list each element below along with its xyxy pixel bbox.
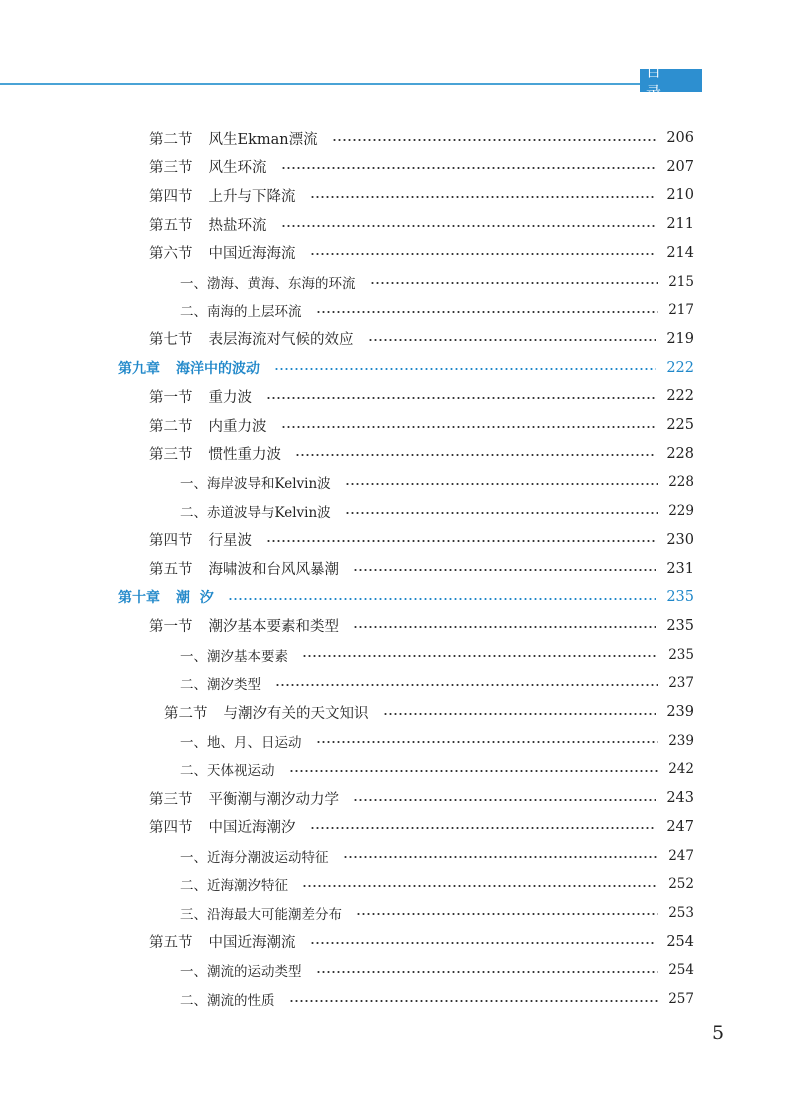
toc-leader-dots	[353, 626, 656, 628]
toc-leader-dots	[345, 512, 659, 514]
toc-entry-title: 天体视运动	[207, 763, 275, 780]
toc-section-entry[interactable]	[149, 156, 694, 178]
toc-entry-title: 风生环流	[208, 160, 267, 177]
toc-leader-dots	[353, 799, 656, 801]
toc-entry-title: 沿海最大可能潮差分布	[207, 906, 342, 923]
toc-entry-number: 二、	[180, 763, 207, 780]
toc-subsection-entry[interactable]	[180, 873, 694, 895]
toc-entry-title: 赤道波导与Kelvin波	[207, 505, 331, 522]
toc-entry-page: 235	[666, 617, 694, 634]
toc-entry-number: 第四节	[149, 533, 193, 550]
toc-entry-page: 210	[666, 187, 694, 204]
toc-entry-title: 潮流的运动类型	[207, 964, 302, 981]
toc-entry-number: 第二节	[149, 131, 193, 148]
toc-entry-title: 潮流的性质	[207, 993, 275, 1009]
toc-entry-title: 地、月、日运动	[207, 734, 302, 751]
toc-entry-page: 254	[668, 962, 694, 979]
toc-entry-number: 一、	[180, 849, 207, 866]
toc-entry-number: 二、	[180, 878, 207, 895]
toc-entry-number: 第三节	[149, 160, 193, 177]
toc-entry-number: 第五节	[149, 562, 193, 578]
toc-entry-page: 237	[668, 675, 694, 692]
toc-entry-title: 近海分潮波运动特征	[207, 849, 329, 866]
toc-entry-number: 第六节	[149, 246, 193, 263]
toc-leader-dots	[281, 167, 657, 169]
toc-leader-dots	[302, 655, 658, 657]
toc-entry-page: 228	[668, 474, 694, 491]
toc-entry-number: 二、	[180, 993, 207, 1009]
toc-entry-page: 247	[668, 847, 694, 864]
toc-entry-title: 与潮汐有关的天文知识	[223, 705, 369, 722]
toc-entry-number: 二、	[180, 677, 207, 694]
toc-entry-title: 近海潮汐特征	[207, 878, 288, 895]
toc-entry-page: 254	[666, 933, 694, 950]
toc-entry-page: 207	[666, 158, 694, 175]
toc-section-entry[interactable]	[149, 414, 694, 436]
toc-leader-dots	[332, 139, 657, 141]
toc-entry-title: 海洋中的波动	[176, 360, 260, 377]
toc-entry-number: 二、	[180, 505, 207, 522]
toc-entry-number: 第五节	[149, 217, 193, 234]
toc-entry-page: 253	[668, 904, 694, 921]
toc-entry-title: 渤海、黄海、东海的环流	[207, 275, 356, 292]
toc-entry-number: 一、	[180, 648, 207, 665]
toc-entry-title: 重力波	[208, 389, 252, 406]
toc-leader-dots	[295, 454, 656, 456]
toc-leader-dots	[228, 598, 657, 600]
toc-section-entry[interactable]	[149, 931, 694, 953]
toc-subsection-entry[interactable]	[180, 271, 694, 293]
toc-section-entry[interactable]	[149, 127, 694, 149]
toc-entry-page: 242	[668, 761, 694, 778]
toc-leader-dots	[310, 253, 657, 255]
toc-entry-number: 第五节	[149, 935, 193, 952]
toc-leader-dots	[345, 483, 659, 485]
toc-entry-title: 表层海流对气候的效应	[208, 332, 354, 349]
toc-leader-dots	[289, 770, 659, 772]
toc-leader-dots	[266, 540, 656, 542]
toc-entry-number: 第四节	[149, 188, 193, 205]
toc-entry-page: 214	[666, 244, 694, 261]
toc-subsection-entry[interactable]	[180, 471, 694, 493]
toc-entry-number: 一、	[180, 964, 207, 981]
toc-entry-title: 南海的上层环流	[207, 304, 302, 321]
toc-entry-page: 239	[668, 732, 694, 749]
page-number: 5	[712, 1022, 725, 1044]
toc-entry-page: 225	[666, 417, 694, 433]
toc-entry-number: 第十章	[118, 590, 160, 607]
toc-entry-page: 257	[668, 991, 694, 1007]
toc-entry-title: 海岸波导和Kelvin波	[207, 476, 331, 493]
toc-subsection-entry[interactable]	[180, 988, 694, 1010]
toc-subsection-entry[interactable]	[180, 299, 694, 321]
toc-section-entry[interactable]	[149, 242, 694, 264]
toc-entry-title: 中国近海海流	[208, 246, 296, 263]
toc-entry-page: 206	[666, 130, 694, 146]
toc-entry-page: 235	[668, 646, 694, 663]
toc-leader-dots	[343, 856, 659, 858]
toc-leader-dots	[316, 311, 659, 313]
toc-entry-number: 三、	[180, 906, 207, 923]
toc-entry-number: 第一节	[149, 619, 193, 636]
toc-leader-dots	[310, 942, 657, 944]
toc-leader-dots	[316, 741, 659, 743]
toc-subsection-entry[interactable]	[180, 758, 694, 780]
toc-entry-page: 230	[666, 531, 694, 548]
toc-section-entry[interactable]	[164, 701, 694, 723]
toc-leader-dots	[353, 569, 656, 571]
toc-entry-page: 222	[666, 359, 694, 376]
toc-entry-page: 219	[666, 330, 694, 347]
toc-entry-page: 231	[666, 560, 694, 577]
toc-subsection-entry[interactable]	[180, 644, 694, 666]
toc-entry-title: 热盐环流	[208, 217, 267, 234]
toc-leader-dots	[266, 397, 656, 399]
toc-section-entry[interactable]	[149, 558, 694, 580]
toc-entry-title: 中国近海潮流	[208, 935, 296, 952]
toc-entry-title: 行星波	[208, 533, 252, 550]
toc-entry-title: 潮汐类型	[207, 677, 261, 694]
toc-entry-number: 第四节	[149, 820, 193, 837]
toc-section-entry[interactable]	[149, 816, 694, 838]
toc-entry-number: 二、	[180, 304, 207, 321]
toc-leader-dots	[289, 1000, 659, 1002]
toc-leader-dots	[310, 827, 657, 829]
toc-section-entry[interactable]	[149, 385, 694, 407]
toc-entry-page: 239	[666, 704, 694, 720]
toc-entry-title: 上升与下降流	[208, 188, 296, 205]
toc-entry-title: 风生Ekman漂流	[208, 131, 318, 148]
toc-leader-dots	[281, 426, 657, 428]
toc-entry-number: 第九章	[118, 360, 160, 377]
header-rule	[0, 83, 640, 85]
toc-entry-page: 243	[666, 790, 694, 807]
toc-subsection-entry[interactable]	[180, 672, 694, 694]
toc-subsection-entry[interactable]	[180, 500, 694, 522]
toc-leader-dots	[356, 913, 658, 915]
toc-section-entry[interactable]	[149, 184, 694, 206]
toc-entry-number: 第二节	[164, 705, 208, 722]
toc-subsection-entry[interactable]	[180, 730, 694, 752]
toc-leader-dots	[370, 282, 659, 284]
toc-entry-page: 217	[668, 302, 694, 319]
toc-leader-dots	[302, 885, 658, 887]
toc-entry-title: 潮汐基本要素	[207, 648, 288, 665]
toc-section-entry[interactable]	[149, 787, 694, 809]
toc-entry-page: 229	[668, 503, 694, 520]
toc-subsection-entry[interactable]	[180, 845, 694, 867]
toc-subsection-entry[interactable]	[180, 902, 694, 924]
toc-leader-dots	[383, 713, 657, 715]
toc-entry-title: 平衡潮与潮汐动力学	[208, 791, 339, 808]
toc-chapter-entry[interactable]	[118, 357, 694, 379]
toc-entry-title: 内重力波	[208, 418, 267, 435]
toc-entry-page: 235	[666, 589, 694, 606]
header-tab: 目 录	[640, 69, 702, 92]
toc-entry-page: 211	[666, 216, 694, 233]
toc-chapter-entry[interactable]	[118, 586, 694, 608]
toc-entry-title: 潮 汐	[176, 590, 214, 607]
toc-entry-number: 第一节	[149, 389, 193, 406]
toc-entry-number: 第七节	[149, 332, 193, 349]
toc-entry-number: 第三节	[149, 447, 193, 464]
toc-entry-title: 海啸波和台风风暴潮	[208, 562, 339, 578]
toc-entry-page: 215	[668, 273, 694, 290]
toc-entry-number: 第二节	[149, 418, 193, 435]
toc-entry-page: 222	[666, 388, 694, 405]
toc-section-entry[interactable]	[149, 529, 694, 551]
toc-entry-title: 潮汐基本要素和类型	[208, 619, 339, 636]
toc-entry-number: 一、	[180, 275, 207, 292]
toc-leader-dots	[281, 225, 657, 227]
toc-section-entry[interactable]	[149, 213, 694, 235]
toc-entry-page: 247	[666, 818, 694, 835]
toc-section-entry[interactable]	[149, 615, 694, 637]
toc-leader-dots	[275, 684, 658, 686]
toc-section-entry[interactable]	[149, 443, 694, 465]
toc-leader-dots	[274, 368, 656, 370]
toc-entry-title: 中国近海潮汐	[208, 820, 296, 837]
toc-leader-dots	[316, 971, 659, 973]
toc-entry-number: 第三节	[149, 791, 193, 808]
toc-entry-number: 一、	[180, 476, 207, 493]
toc-section-entry[interactable]	[149, 328, 694, 350]
toc-subsection-entry[interactable]	[180, 959, 694, 981]
toc-entry-number: 一、	[180, 734, 207, 751]
toc-entry-title: 惯性重力波	[208, 447, 281, 464]
toc-leader-dots	[368, 339, 657, 341]
toc-entry-page: 228	[666, 445, 694, 462]
toc-entry-page: 252	[668, 876, 694, 893]
toc-leader-dots	[310, 196, 657, 198]
